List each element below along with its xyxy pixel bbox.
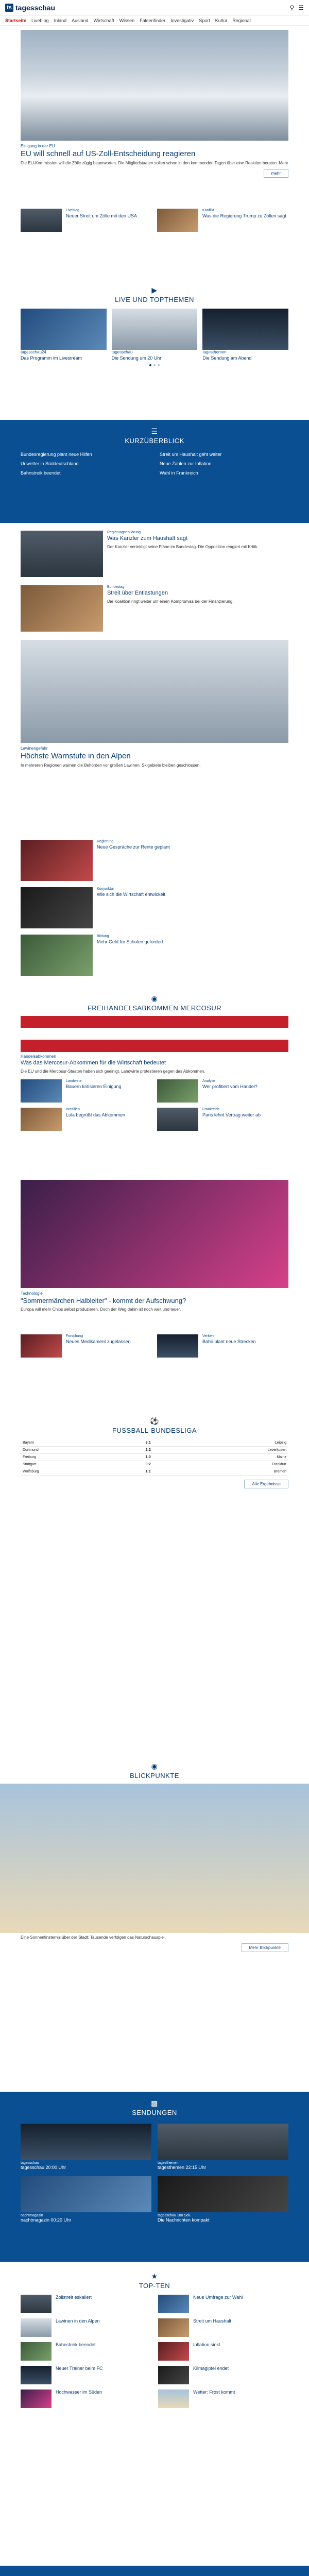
tech-text: Europa will mehr Chips selbst produzieren. Doch der Weg dahin ist noch weit und teuer. <box>21 1307 181 1312</box>
star-icon: ★ <box>151 2272 158 2280</box>
match-row[interactable]: Freiburg 1:0 Mainz <box>21 1454 288 1461</box>
kurz-item[interactable]: Wahl in Frankreich <box>160 470 198 476</box>
more-small-teasers <box>0 1334 309 1358</box>
kurz-item[interactable]: Bundesregierung plant neue Hilfen <box>21 452 92 457</box>
teaser-image[interactable] <box>21 887 93 928</box>
section-title-kurz: ☰ KURZÜBERBLICK <box>0 427 309 445</box>
teaser-title[interactable]: Was die Regierung Trump zu Zöllen sagt <box>202 213 286 218</box>
story-teaser[interactable] <box>21 531 288 577</box>
topten-image[interactable] <box>158 2342 189 2361</box>
tech-title[interactable]: "Sommermärchen Halbleiter" - kommt der Aufschwung? <box>21 1297 186 1304</box>
promo-band[interactable] <box>0 2566 309 2576</box>
topten-image[interactable] <box>21 2295 52 2313</box>
main-nav <box>0 15 309 26</box>
teaser-image[interactable] <box>157 1108 198 1131</box>
teaser-title[interactable]: Wer profitiert vom Handel? <box>202 1083 258 1089</box>
sendung-image[interactable] <box>21 2124 151 2160</box>
logo-mark: ts <box>5 4 13 12</box>
tech-image[interactable] <box>21 1180 288 1288</box>
ball-icon: ⚽ <box>150 1417 159 1425</box>
kurz-item[interactable]: Neue Zahlen zur Inflation <box>160 461 212 466</box>
topten-image[interactable] <box>21 2342 52 2361</box>
blickpunkte-more-button[interactable]: Mehr Blickpunkte <box>242 1943 288 1952</box>
story-list <box>0 531 309 768</box>
mercosur-text: Die EU und die Mercosur-Staaten haben sich geeinigt. Landwirte protestieren gegen das Abkommen. <box>21 1069 205 1074</box>
top-small-teasers <box>0 209 309 232</box>
teaser[interactable] <box>21 887 288 928</box>
tagesschau-logo[interactable] <box>5 4 55 12</box>
topten-item[interactable]: Hochwasser im Süden <box>21 2389 151 2408</box>
nav-item-faktenfinder[interactable]: Faktenfinder <box>140 18 166 23</box>
section-title-topten: ★ TOP-TEN <box>0 2272 309 2290</box>
teaser-image[interactable] <box>157 1334 198 1358</box>
live-item-image[interactable] <box>112 309 198 350</box>
blickpunkte-image[interactable] <box>0 1784 309 1933</box>
play-icon: ▶ <box>151 286 158 294</box>
top-story-text: Die EU-Kommission will die Zölle zügig beantworten. Die Mitgliedstaaten sollen schon in den kommenden Tagen über eine Reaktion beraten. Mehr <box>21 161 288 165</box>
teaser-topline: Verkehr <box>202 1334 215 1338</box>
topten-image[interactable] <box>158 2295 189 2313</box>
sendung-image[interactable] <box>158 2176 288 2212</box>
list-icon: ☰ <box>151 427 158 435</box>
teaser-topline: Landwirte <box>66 1079 82 1083</box>
live-item-image[interactable] <box>21 309 107 350</box>
teaser-title[interactable]: Mehr Geld für Schulen gefordert <box>97 939 163 944</box>
sendung-item[interactable]: nachtmagazin nachtmagazin 00:20 Uhr <box>21 2176 151 2223</box>
nav-item-kultur[interactable]: Kultur <box>215 18 228 23</box>
story-title[interactable]: Höchste Warnstufe in den Alpen <box>21 752 131 760</box>
topten-image[interactable] <box>21 2366 52 2384</box>
mercosur-section <box>0 994 309 1131</box>
nav-item-ausland[interactable]: Ausland <box>72 18 89 23</box>
teaser-image[interactable] <box>21 1334 62 1358</box>
bundesliga-table <box>21 1439 288 1476</box>
story-topline: Regierungserklärung <box>107 531 141 534</box>
teaser-topline: Brasilien <box>66 1107 80 1111</box>
live-item-title[interactable]: Die Sendung um 20 Uhr <box>111 355 162 361</box>
match-row[interactable]: Stuttgart 0:2 Frankfurt <box>21 1461 288 1468</box>
live-item-label: tagesschau24 <box>21 350 46 354</box>
blickpunkte-caption: Eine Sonnenfinsternis über der Stadt: Tausende verfolgen das Naturschauspiel. <box>21 1935 166 1940</box>
match-row[interactable]: Bayern 3:1 Leipzig <box>21 1439 288 1447</box>
teaser-image[interactable] <box>21 1079 62 1103</box>
teaser-title[interactable]: Wie sich die Wirtschaft entwickelt <box>97 892 166 897</box>
topten-image[interactable] <box>21 2389 52 2408</box>
match-row[interactable]: Dortmund 2:2 Leverkusen <box>21 1447 288 1454</box>
topten-item[interactable]: Lawinen in den Alpen <box>21 2318 151 2337</box>
tv-icon: ▩ <box>151 2099 158 2107</box>
teaser-topline: Frankreich <box>202 1107 220 1111</box>
tech-topline: Technologie <box>21 1291 43 1296</box>
blickpunkte-section <box>0 1762 309 1952</box>
topten-item[interactable]: Streit um Haushalt <box>158 2318 288 2337</box>
top-story-more-button[interactable]: mehr <box>264 169 288 178</box>
teaser[interactable] <box>157 209 288 232</box>
teaser[interactable] <box>21 1079 152 1103</box>
mid-small-teasers <box>0 840 309 976</box>
teaser-image[interactable] <box>157 1079 198 1103</box>
sendungen-section <box>0 2092 309 2262</box>
sendung-image[interactable] <box>21 2176 151 2212</box>
live-section <box>0 286 309 366</box>
kurz-item[interactable]: Streit um Haushalt geht weiter <box>160 452 222 457</box>
teaser-title[interactable]: Paris lehnt Vertrag weiter ab <box>202 1112 261 1117</box>
teaser-image[interactable] <box>21 1108 62 1131</box>
brand-name: tagesschau <box>15 3 56 12</box>
mercosur-image[interactable] <box>21 1016 288 1052</box>
teaser-title[interactable]: Neues Medikament zugelassen <box>66 1339 131 1344</box>
nav-item-inland[interactable]: Inland <box>54 18 67 23</box>
live-item[interactable] <box>112 309 198 361</box>
teaser-topline: Konflikt <box>202 209 214 212</box>
teaser[interactable] <box>157 1079 288 1103</box>
live-item[interactable] <box>21 309 107 361</box>
camera-icon: ◉ <box>151 1762 158 1770</box>
teaser-title[interactable]: Bahn plant neue Strecken <box>202 1339 256 1344</box>
topten-item[interactable]: Inflation sinkt <box>158 2342 288 2361</box>
nav-item-wirtschaft[interactable]: Wirtschaft <box>93 18 114 23</box>
teaser[interactable] <box>21 935 288 976</box>
live-item-title[interactable]: Das Programm im Livestream <box>21 355 82 361</box>
top-story-image[interactable] <box>21 30 288 141</box>
menu-icon[interactable]: ☰ <box>298 4 304 11</box>
teaser[interactable] <box>21 1108 152 1131</box>
nav-item-sport[interactable]: Sport <box>199 18 210 23</box>
nav-item-regional[interactable]: Regional <box>232 18 251 23</box>
topten-item[interactable]: Klimagipfel endet <box>158 2366 288 2384</box>
carousel-dots[interactable] <box>0 364 309 366</box>
teaser-image[interactable] <box>21 935 93 976</box>
topten-image[interactable] <box>158 2366 189 2384</box>
nav-item-liveblog[interactable]: Liveblog <box>31 18 49 23</box>
teaser[interactable] <box>157 1334 288 1358</box>
sendung-item[interactable]: tagesschau tagesschau 20:00 Uhr <box>21 2124 151 2170</box>
teaser[interactable] <box>21 1334 152 1358</box>
section-title-blickpunkte: ◉ BLICKPUNKTE <box>0 1762 309 1780</box>
live-item-image[interactable] <box>202 309 288 350</box>
topten-item[interactable]: Zollstreit eskaliert <box>21 2295 151 2313</box>
mercosur-topline: Handelsabkommen <box>21 1054 56 1059</box>
match-row[interactable]: Wolfsburg 1:1 Bremen <box>21 1468 288 1476</box>
topten-section <box>0 2272 309 2408</box>
teaser-image[interactable] <box>21 209 62 232</box>
story-image[interactable] <box>21 531 103 577</box>
kurzueberblick-section <box>0 420 309 523</box>
topten-image[interactable] <box>158 2389 189 2408</box>
teaser[interactable] <box>21 209 152 232</box>
topten-item[interactable]: Neue Umfrage zur Wahl <box>158 2295 288 2313</box>
kurz-item[interactable]: Unwetter in Süddeutschland <box>21 461 79 466</box>
teaser-title[interactable]: Neue Gespräche zur Rente geplant <box>97 844 170 850</box>
sendung-item[interactable]: tagesthemen tagesthemen 22:15 Uhr <box>158 2124 288 2170</box>
teaser[interactable] <box>157 1108 288 1131</box>
sendung-image[interactable] <box>158 2124 288 2160</box>
teaser-image[interactable] <box>21 840 93 881</box>
topten-item[interactable]: Wetter: Frost kommt <box>158 2389 288 2408</box>
globe-icon: ◉ <box>151 994 158 1003</box>
topten-item[interactable]: Neuer Trainer beim FC <box>21 2366 151 2384</box>
teaser-topline: Regierung <box>97 840 114 843</box>
teaser-title[interactable]: Bauern kritisieren Einigung <box>66 1083 122 1089</box>
teaser-title[interactable]: Lula begrüßt das Abkommen <box>66 1112 126 1117</box>
section-title-live: ▶ LIVE UND TOPTHEMEN <box>0 286 309 303</box>
story-text: In mehreren Regionen warnen die Behörden vor großen Lawinen. Skigebiete bleiben geschlossen. <box>21 763 201 768</box>
story-large-image[interactable] <box>21 640 288 743</box>
story-image[interactable] <box>21 585 103 632</box>
teaser-topline: Liveblog <box>66 209 80 212</box>
story-topline: Lawinengefahr <box>21 746 48 751</box>
teaser-image[interactable] <box>157 209 198 232</box>
teaser-topline: Forschung <box>66 1334 83 1338</box>
story-topline: Bundestag <box>107 585 125 589</box>
nav-item-investigativ[interactable]: Investigativ <box>170 18 194 23</box>
teaser-topline: Bildung <box>97 935 109 938</box>
topten-image[interactable] <box>158 2318 189 2337</box>
bundesliga-section <box>0 1417 309 1488</box>
teaser-topline: Analyse <box>202 1079 215 1083</box>
story-text: Die Koalition ringt weiter um einen Kompromiss bei der Finanzierung. <box>107 599 234 604</box>
live-item-label: tagesthemen <box>202 350 227 354</box>
topten-image[interactable] <box>21 2318 52 2337</box>
section-title-bundesliga: ⚽ FUSSBALL-BUNDESLIGA <box>0 1417 309 1434</box>
bundesliga-more-button[interactable]: Alle Ergebnisse <box>244 1480 288 1488</box>
tech-story[interactable] <box>0 1180 309 1312</box>
live-item-title[interactable]: Die Sendung am Abend <box>202 355 252 361</box>
mercosur-title[interactable]: Was das Mercosur-Abkommen für die Wirtschaft bedeutet <box>21 1060 166 1066</box>
story-text: Der Kanzler verteidigt seine Pläne im Bundestag. Die Opposition reagiert mit Kritik. <box>107 544 259 549</box>
top-story-title[interactable]: EU will schnell auf US-Zoll-Entscheidung reagieren <box>21 149 196 158</box>
sendung-item[interactable]: tagesschau 100 Sek. Die Nachrichten kompakt <box>158 2176 288 2223</box>
site-header <box>0 0 309 15</box>
nav-item-wissen[interactable]: Wissen <box>119 18 135 23</box>
top-story-topline: Einigung in der EU <box>21 144 55 148</box>
section-title-mercosur: ◉ FREIHANDELSABKOMMEN MERCOSUR <box>0 994 309 1012</box>
top-story[interactable] <box>0 30 309 178</box>
story-title[interactable]: Streit über Entlastungen <box>107 590 168 596</box>
story-teaser[interactable] <box>21 585 288 632</box>
teaser-title[interactable]: Neuer Streit um Zölle mit den USA <box>66 213 138 218</box>
live-item[interactable] <box>202 309 288 361</box>
teaser-topline: Konjunktur <box>97 887 114 891</box>
search-icon[interactable]: ⚲ <box>289 4 295 11</box>
nav-item-startseite[interactable]: Startseite <box>5 18 27 23</box>
topten-item[interactable]: Bahnstreik beendet <box>21 2342 151 2361</box>
story-title[interactable]: Was Kanzler zum Haushalt sagt <box>107 535 188 541</box>
section-title-sendungen: ▩ SENDUNGEN <box>0 2099 309 2116</box>
teaser[interactable] <box>21 840 288 881</box>
kurz-item[interactable]: Bahnstreik beendet <box>21 470 61 476</box>
live-item-label: tagesschau <box>111 350 133 354</box>
